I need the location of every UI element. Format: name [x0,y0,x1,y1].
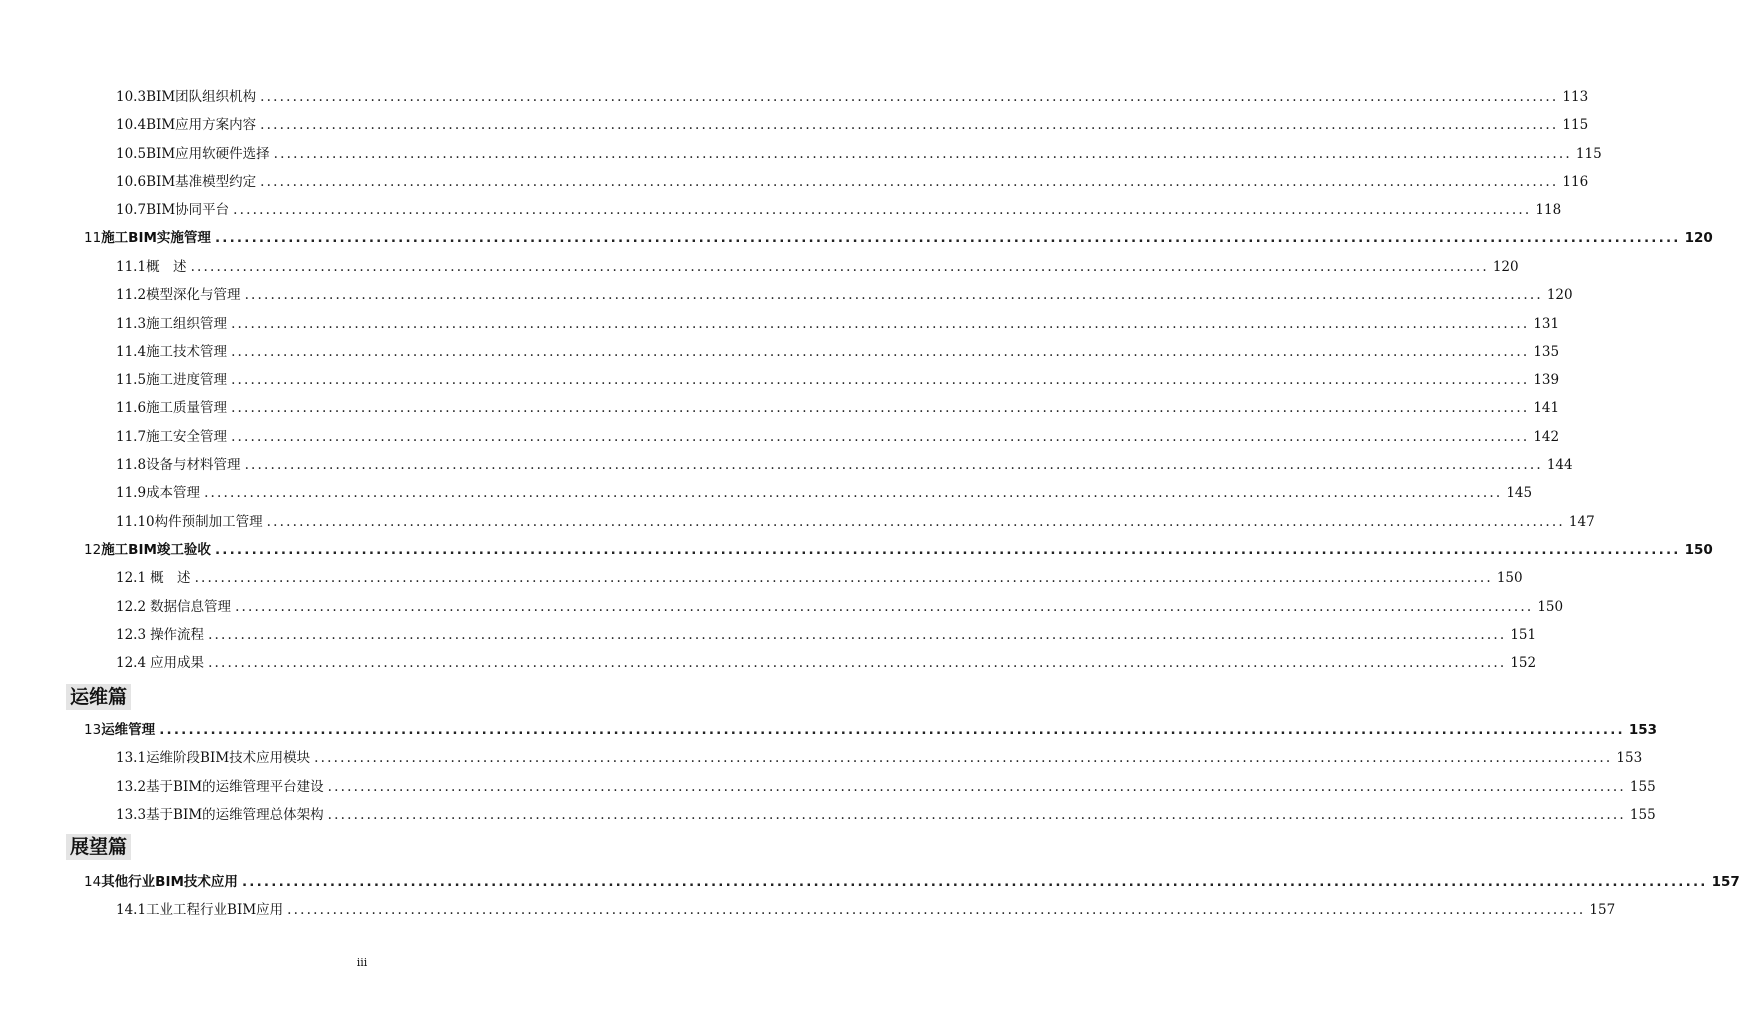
toc-number: 10.3 [116,89,147,105]
toc-title: 施工BIM竣工验收 [101,542,211,558]
toc-entry[interactable] [116,369,1560,391]
toc-page: 144 [1546,457,1573,473]
toc-title: 应用成果 [150,655,205,671]
toc-entry[interactable] [116,454,1573,476]
toc-title: 运维阶段BIM技术应用模块 [146,750,311,766]
toc-number: 13.3 [116,807,147,823]
toc-leader: ........................................................................................................................................................................................................ [273,146,1572,162]
toc-title: BIM团队组织机构 [146,89,257,105]
toc-title: 成本管理 [146,485,201,501]
toc-title: 概 述 [150,570,191,586]
toc-page: 155 [1629,807,1656,823]
toc-title: 操作流程 [150,627,205,643]
toc-page: 135 [1533,344,1560,360]
toc-leader: ........................................................................................................................................................................................................ [231,429,1530,445]
toc-number: 11.4 [116,344,147,360]
toc-number: 14 [84,874,102,890]
toc-title: BIM基准模型约定 [146,174,257,190]
toc-leader: ........................................................................................................................................................................................................ [190,259,1489,275]
toc-entry[interactable] [116,426,1560,448]
toc-entry[interactable] [116,567,1523,589]
toc-number: 11.10 [116,514,155,530]
toc-title: 施工质量管理 [146,400,228,416]
toc-leader: ........................................................................................................................................................................................................ [260,117,1559,133]
toc-page: 153 [1628,722,1658,738]
section-heading-outlook: 展望篇 [66,834,131,860]
toc-leader: ........................................................................................................................................................................................................ [235,599,1534,615]
toc-title: 施工BIM实施管理 [101,230,211,246]
toc-entry[interactable] [116,511,1595,533]
toc-leader: ........................................................................................................................................................................................................ [327,807,1626,823]
toc-entry[interactable] [116,899,1616,921]
toc-page: 120 [1492,259,1519,275]
toc-title: 设备与材料管理 [146,457,241,473]
toc-number: 14.1 [116,902,147,918]
toc-page: 147 [1568,514,1595,530]
toc-leader: ........................................................................................................................................................................................................ [214,542,1681,558]
toc-page: 141 [1533,400,1560,416]
toc-number: 11 [84,230,102,246]
toc-leader: ........................................................................................................................................................................................................ [244,287,1543,303]
toc-entry[interactable] [116,624,1537,646]
toc-leader: ........................................................................................................................................................................................................ [194,570,1493,586]
section-heading-operations: 运维篇 [66,684,131,710]
toc-page: 120 [1546,287,1573,303]
toc-entry[interactable] [116,256,1519,278]
toc-page: 115 [1575,146,1602,162]
toc-page: 113 [1562,89,1589,105]
toc-title: BIM协同平台 [146,202,230,218]
toc-page: 150 [1537,599,1564,615]
toc-entry[interactable] [116,804,1656,826]
toc-page: 151 [1510,627,1537,643]
toc-title: 模型深化与管理 [146,287,241,303]
toc-title: 施工进度管理 [146,372,228,388]
toc-entry[interactable] [116,747,1643,769]
toc-leader: ........................................................................................................................................................................................................ [241,874,1708,890]
toc-page: 142 [1533,429,1560,445]
toc-leader: ........................................................................................................................................................................................................ [208,627,1507,643]
toc-title: 基于BIM的运维管理总体架构 [146,807,324,823]
toc-page: 115 [1562,117,1589,133]
toc-leader: ........................................................................................................................................................................................................ [233,202,1532,218]
toc-entry[interactable] [116,199,1562,221]
toc-leader: ........................................................................................................................................................................................................ [314,750,1613,766]
toc-page: 145 [1506,485,1533,501]
toc-number: 10.6 [116,174,147,190]
toc-number: 12 [84,542,102,558]
toc-number: 12.3 [116,627,147,643]
toc-number: 11.2 [116,287,147,303]
page-number: iii [356,956,368,969]
toc-chapter-entry[interactable] [84,719,1658,741]
toc-number: 11.5 [116,372,147,388]
toc-leader: ........................................................................................................................................................................................................ [260,89,1559,105]
toc-leader: ........................................................................................................................................................................................................ [287,902,1586,918]
toc-number: 11.9 [116,485,147,501]
toc-number: 11.3 [116,316,147,332]
toc-number: 12.4 [116,655,147,671]
toc-leader: ........................................................................................................................................................................................................ [208,655,1507,671]
toc-leader: ........................................................................................................................................................................................................ [231,316,1530,332]
toc-number: 10.4 [116,117,147,133]
toc-leader: ........................................................................................................................................................................................................ [214,230,1681,246]
toc-number: 13.1 [116,750,147,766]
toc-title: 施工安全管理 [146,429,228,445]
toc-page: 150 [1684,542,1713,558]
toc-number: 12.1 [116,570,147,586]
toc-leader: ........................................................................................................................................................................................................ [231,344,1530,360]
toc-page: 157 [1711,874,1740,890]
toc-chapter-entry[interactable] [84,871,1740,893]
toc-page: 139 [1533,372,1560,388]
toc-title: 其他行业BIM技术应用 [101,874,238,890]
toc-leader: ........................................................................................................................................................................................................ [231,400,1530,416]
toc-leader: ........................................................................................................................................................................................................ [260,174,1559,190]
toc-title: 概 述 [146,259,187,275]
toc-entry[interactable] [116,284,1573,306]
toc-entry[interactable] [116,171,1589,193]
toc-leader: ........................................................................................................................................................................................................ [159,722,1625,738]
toc-page: 150 [1496,570,1523,586]
toc-number: 12.2 [116,599,147,615]
toc-page: 153 [1616,750,1643,766]
toc-title: 运维管理 [101,722,156,738]
toc-number: 13 [84,722,102,738]
toc-title: BIM应用软硬件选择 [146,146,270,162]
toc-entry[interactable] [116,313,1560,335]
toc-entry[interactable] [116,652,1537,674]
toc-title: BIM应用方案内容 [146,117,257,133]
toc-page: 152 [1510,655,1537,671]
toc-number: 11.6 [116,400,147,416]
toc-title: 工业工程行业BIM应用 [146,902,284,918]
toc-chapter-entry[interactable] [84,227,1713,249]
toc-page: 155 [1629,779,1656,795]
toc-number: 10.7 [116,202,147,218]
toc-entry[interactable] [116,114,1589,136]
toc-entry[interactable] [116,482,1533,504]
toc-page: 131 [1533,316,1560,332]
toc-title: 数据信息管理 [150,599,232,615]
toc-leader: ........................................................................................................................................................................................................ [244,457,1543,473]
toc-number: 11.8 [116,457,147,473]
toc-title: 基于BIM的运维管理平台建设 [146,779,324,795]
toc-leader: ........................................................................................................................................................................................................ [204,485,1503,501]
toc-number: 11.7 [116,429,147,445]
toc-leader: ........................................................................................................................................................................................................ [266,514,1565,530]
toc-entry[interactable] [116,596,1564,618]
toc-number: 10.5 [116,146,147,162]
toc-page: 118 [1535,202,1562,218]
toc-entry[interactable] [116,86,1589,108]
toc-title: 施工组织管理 [146,316,228,332]
toc-entry[interactable] [116,397,1560,419]
toc-number: 13.2 [116,779,147,795]
toc-page: 157 [1589,902,1616,918]
toc-title: 构件预制加工管理 [154,514,263,530]
toc-leader: ........................................................................................................................................................................................................ [327,779,1626,795]
toc-chapter-entry[interactable] [84,539,1713,561]
toc-page: 120 [1684,230,1713,246]
toc-entry[interactable] [116,143,1602,165]
toc-entry[interactable] [116,776,1656,798]
toc-entry[interactable] [116,341,1560,363]
toc-leader: ........................................................................................................................................................................................................ [231,372,1530,388]
toc-page: 116 [1562,174,1589,190]
toc-title: 施工技术管理 [146,344,228,360]
toc-number: 11.1 [116,259,147,275]
